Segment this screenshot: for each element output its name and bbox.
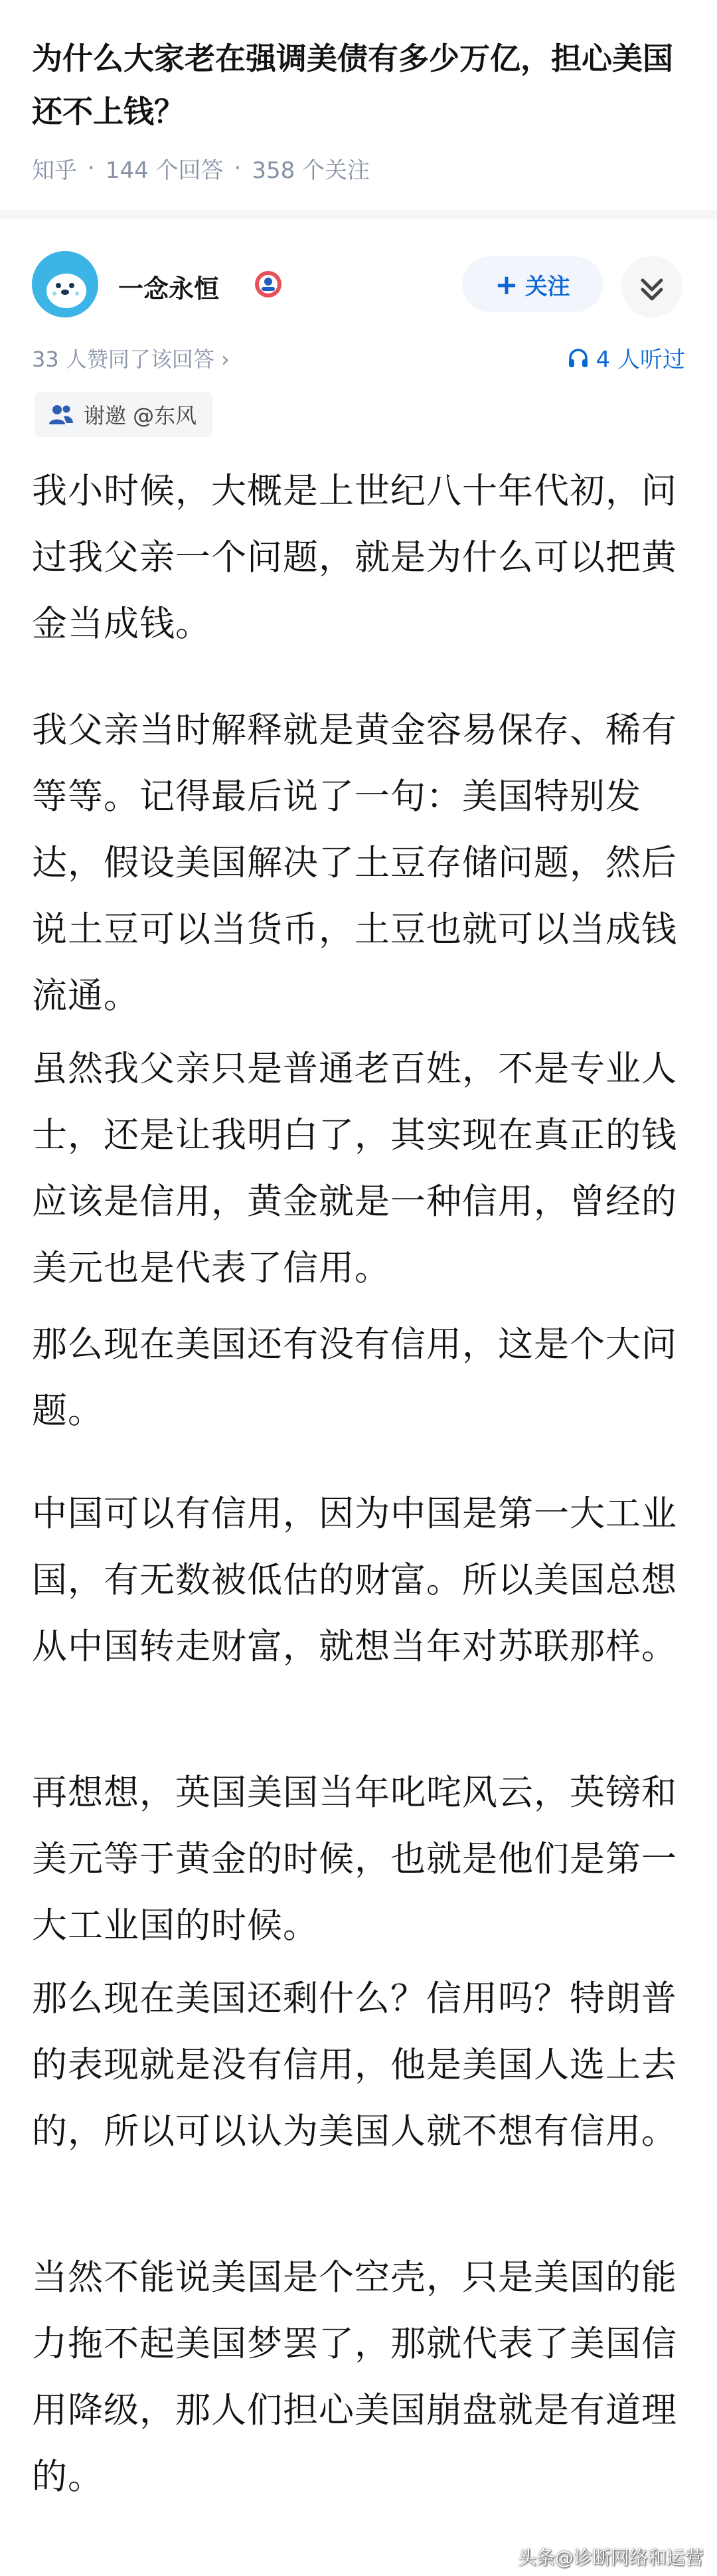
plus-icon: +: [495, 268, 518, 301]
question-meta: [32, 151, 370, 185]
stats-row: [32, 339, 685, 372]
agree-count[interactable]: 33 人赞同了该回答 ›: [32, 347, 230, 372]
headphones-icon: [567, 347, 590, 369]
avatar[interactable]: [32, 251, 98, 317]
answer-paragraph: 我小时候，大概是上世纪八十年代初，问过我父亲一个问题，就是为什么可以把黄金当成钱。: [32, 471, 677, 644]
collapse-button[interactable]: [621, 256, 682, 317]
author-row: [32, 251, 685, 320]
listen-text: 4 人听过: [596, 347, 685, 373]
answer-paragraph: 我父亲当时解释就是黄金容易保存、稀有等等。记得最后说了一句：美国特别发达，假设美国解决了土豆存储问题，然后说土豆可以当货币，土豆也就可以当成钱流通。: [32, 710, 677, 1016]
meta-separator: ·: [88, 155, 95, 181]
source-label[interactable]: 知乎: [32, 157, 77, 184]
watermark: 头条@诊断网络和运营: [517, 2547, 704, 2569]
chevron-double-down-icon: [621, 256, 682, 317]
user-badge-icon: [254, 270, 283, 299]
section-divider: [0, 210, 717, 219]
answer-paragraph: 再想想，英国美国当年叱咤风云，英镑和美元等于黄金的时候，也就是他们是第一大工业国的时候。: [32, 1772, 677, 1946]
followers-count[interactable]: 358 个关注: [252, 157, 370, 184]
answers-count[interactable]: 144 个回答: [105, 157, 224, 184]
seal-avatar-icon: [32, 251, 98, 317]
follow-button[interactable]: [462, 256, 603, 312]
answer-paragraph: 当然不能说美国是个空壳，只是美国的能力拖不起美国梦罢了，那就代表了美国信用降级，那人们担心美国崩盘就是有道理的。: [32, 2257, 677, 2497]
follow-label: 关注: [524, 273, 570, 300]
invite-chip[interactable]: [35, 392, 212, 437]
answer-paragraph: 虽然我父亲只是普通老百姓，不是专业人士，还是让我明白了，其实现在真正的钱应该是信用，黄金就是一种信用，曾经的美元也是代表了信用。: [32, 1049, 677, 1288]
listen-count[interactable]: [567, 341, 685, 374]
answer-paragraph: 那么现在美国还剩什么？信用吗？特朗普的表现就是没有信用，他是美国人选上去的，所以可以认为美国人就不想有信用。: [32, 1978, 677, 2152]
author-name[interactable]: 一念永恒: [118, 274, 220, 303]
answer-paragraph: 那么现在美国还有没有信用，这是个大问题。: [32, 1324, 677, 1431]
question-title[interactable]: 为什么大家老在强调美债有多少万亿，担心美国还不上钱？: [32, 41, 673, 129]
answer-paragraph: 中国可以有信用，因为中国是第一大工业国，有无数被低估的财富。所以美国总想从中国转走财富，就想当年对苏联那样。: [32, 1494, 677, 1667]
invite-label: 谢邀 @东风: [84, 403, 197, 428]
meta-separator: ·: [234, 155, 242, 181]
people-icon: [48, 403, 74, 426]
